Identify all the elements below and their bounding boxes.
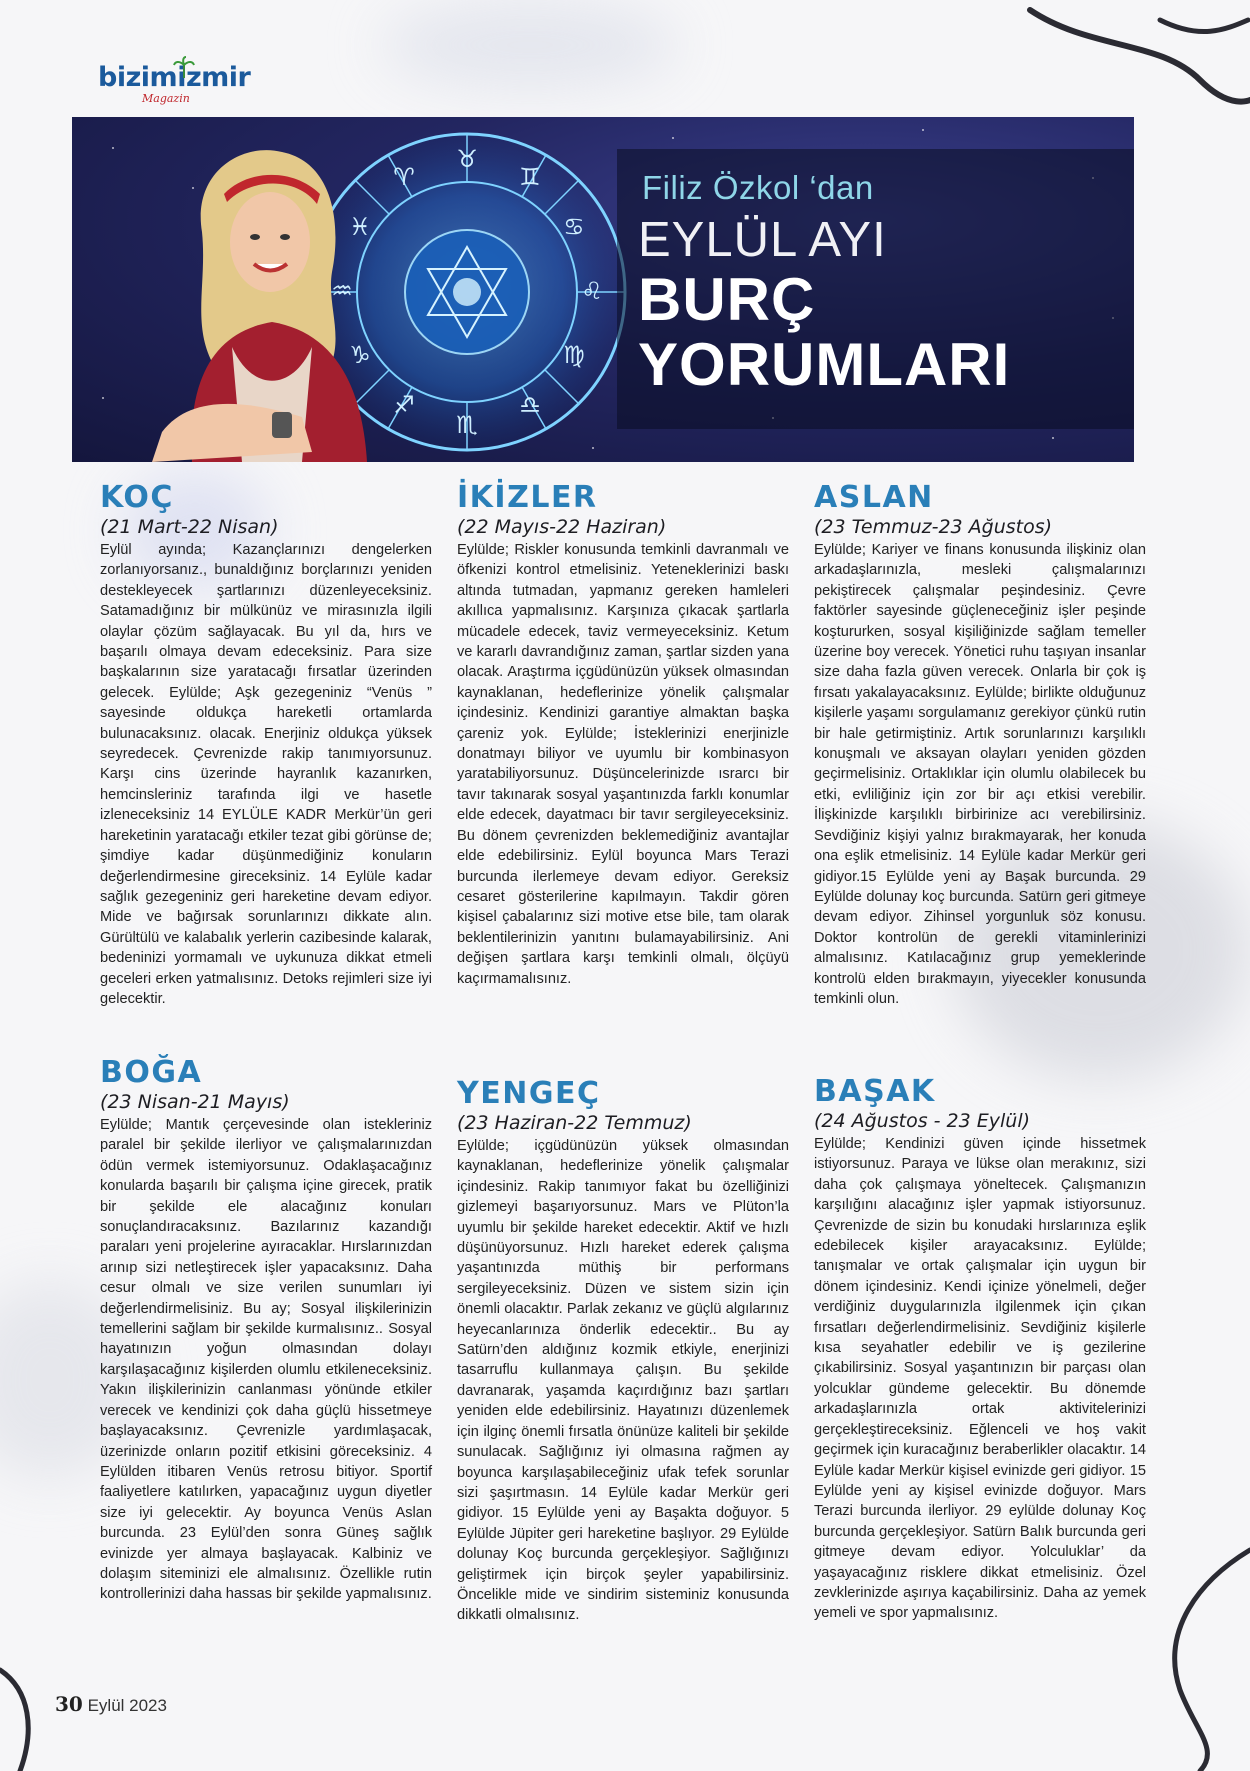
author-portrait-image bbox=[132, 132, 402, 462]
decorative-curl bbox=[1140, 1540, 1250, 1771]
svg-text:♒: ♒ bbox=[331, 277, 353, 305]
page-footer bbox=[55, 1692, 167, 1716]
sign-text: Eylülde; Mantık çerçevesinde olan istekleriniz paralel bir şekilde ilerliyor ve çalışmalarınızdan ödün vermek istemiyorsunuz. Odaklaşacağınız konularda başarılı bir çalışma içine girecek, pratik bir şekilde ele alacağınız konuları sonuçlandıracaksınız. Bazılarınız kazandığı paraları yeni projelerine ayıracaklar. Hırslarınızdan arınıp sizi netleştirecek işler yapacaksınız. Daha cesur olmalı ve size verilen sunumları iyi değerlendirmelisiniz. Bu ay; Sosyal ilişkilerinizin temellerini sağlam bir şekilde kurmalısınız.. Sosyal hayatınızın yoğun olmasından dolayı karşılaşacağınız kişilerden olumlu etkileneceksiniz. Yakın ilişkilerinizin canlanması yönünde etkiler verecek ve kendinizi çok daha güçlü hissetmeye başlayacaksınız. Çevrenizle yardımlaşacak, üzerinizde onların pozitif etkisini göreceksiniz. 4 Eylülden itibaren Venüs retrosu bitiyor. Sportif faaliyetlere katılırken, yapacağınız uygun diyetler size iyi gelecektir. Ay boyunca Venüs Aslan burcunda. 23 Eylül’den sonra Güneş sağlık evinizde yer almaya başlayacak. Kalbiniz ve dolaşım siteminizi ele almalısınız. Özellikle rutin kontrollerinizi daha hassas bir şekilde yapmalısınız. bbox=[100, 1117, 432, 1603]
banner-title-line: BURÇ bbox=[638, 266, 816, 333]
brand-logo bbox=[98, 62, 268, 112]
sign-title: ASLAN bbox=[814, 480, 934, 515]
svg-text:♓: ♓ bbox=[349, 213, 371, 241]
hero-banner bbox=[72, 117, 1134, 462]
banner-author-line: Filiz Özkol ‘dan bbox=[642, 169, 874, 206]
svg-text:♌: ♌ bbox=[581, 277, 603, 305]
horoscope-section-yengec bbox=[457, 1078, 789, 1626]
sign-text: Eylülde; içgüdünüzün yüksek olmasından kaynaklanan, hedeflerinize yönelik çalışmalar içindesiniz. Rakip tanımıyor fakat bu özelliğinizi gizlemeyi başarıyorsunuz. Mars ve Plüton’la uyumlu bir şekilde hareket edecektir. Aktif ve hızlı düşünüyorsunuz. Hızlı hareket ederek çalışma yaşantınızda müthiş bir performans sergileyeceksiniz. Düzen ve sistem sizin için önemli olacaktır. Parlak zekanız ve güçlü algılarınız heyecanlarınıza önderlik edecektir.. Bu ay Satürn’den aldığınız kozmik etkiyle, enerjinizi tasarruflu kullanmaya çalışın. Bu şekilde davranarak, yaşamda kaçırdığınız bazı şartları yeniden elde edebilirsiniz. Hayatınızı düzenlemek için ilginç önemli fırsatla önünüze kaliteli bir şekilde sunulacak. Sağlığınız iyi olmasına rağmen ay boyunca karşılaşabileceğiniz ufak tefek sorunlar sizi şaşırtmasın. 14 Eylüle kadar Merkür geri gidiyor. 15 Eylülde yeni ay Başakta doğuyor. 5 Eylülde Jüpiter geri hareketine başlıyor. 29 Eylülde dolunay Koç burcunda gerçekleşiyor. Sağlığınızı geliştirmek için birçok şeyler yapabilirsiniz. Öncelikle mide ve sindirim sisteminiz konusunda dikkatli olmalısınız. bbox=[457, 1138, 789, 1624]
sign-dates: (23 Haziran-22 Temmuz) bbox=[457, 1112, 692, 1134]
svg-text:♉: ♉ bbox=[456, 145, 478, 173]
svg-text:♐: ♐ bbox=[393, 391, 415, 419]
horoscope-section-boga bbox=[100, 1057, 432, 1605]
sign-text: Eylül ayında; Kazançlarınızı dengelerken zorlanıyorsanız., bunaldığınız borçlarınızı yeniden destekleyecek şartlarınızı düzenleyeceksiniz. Satamadığınız bir mülkünüz ve mirasınızla ilgili olaylar çözüm sağlayacak. Bu yıl da, hırs ve başarılı olmaya devam edeceksiniz. Para size başkalarının size yaratacağı fırsatlar üzerinden gelecek. Eylülde; Aşk gezegeniniz “Venüs ” sayesinde oldukça hareketli ortamlarda bulunacaksınız. olacak. Enerjiniz oldukça yüksek seyredecek. Çevrenizde rakip tanımıyorsunuz. Karşı cins üzerinde hayranlık kazanırken, hemcinsleriniz tarafında ilgi ve hasetle izleneceksiniz 14 EYLÜLE KADR Merkür’ün geri hareketinin yaratacağı etkiler tezat gibi görünse de; şimdiye kadar düşünmediğiniz konuların değerlendirmesine gireceksiniz. 14 Eylüle kadar sağlık gezegeniniz geri hareketine devam ediyor. Mide ve bağırsak sorunlarınızı dikkate alın. Gürültülü ve kalabalık yerlerin cazibesinde kalarak, bedeninizi yormamalı ve uykunuza dikkat etmeli geceleri erken yatmalısınız. Detoks rejimleri size iyi gelecektir. bbox=[100, 542, 432, 1007]
sign-text: Eylülde; Riskler konusunda temkinli davranmalı ve öfkenizi kontrol etmelisiniz. Yeteneklerinizi baskı altında tutmadan, yapmanız gereken hamleleri akıllıca yapmalısınız. Karşınıza çıkacak şartlarla mücadele edecek, taviz vermeyeceksiniz. Ketum ve kararlı davrandığınız zaman, şartlar sizden yana olacak. Araştırma içgüdünüzün yüksek olmasından kaynaklanan, hedeflerinize yönelik çalışmalar içindesiniz. Kendinizi garantiye almaktan başka çareniz yok. Eylülde; İsteklerinizi enerjinizle donatmayı biliyor ve uyumlu bir kombinasyon yaratabiliyorsunuz. Düşüncelerinizde ısrarcı bir tavır takınarak sosyal yaşantınızda farklı konumlar elde edecek, dayatmacı bir tavır sergileyeceksiniz. Bu dönem çevrenizden beklemediğiniz avantajlar elde edebilirsiniz. Eylül boyunca Mars Terazi burcunda ilerlemeye devam ediyor. Gereksiz cesaret gösterilerine kapılmayın. Takdir gören kişisel çabalarınız sizi motive etse bile, tam olarak beklentilerinizin yanıtını bulamayabilirsiniz. Ani değişen şartlara karşı temkinli olmalı, ölçüyü kaçırmamalısınız. bbox=[457, 542, 789, 987]
sign-title: BAŞAK bbox=[814, 1074, 936, 1109]
watercolor-smudge bbox=[380, 0, 680, 90]
sign-title: BOĞA bbox=[100, 1055, 203, 1090]
page-number: 30 bbox=[55, 1692, 83, 1716]
horoscope-section-koc bbox=[100, 482, 432, 1009]
svg-text:♏: ♏ bbox=[456, 411, 478, 439]
svg-text:♎: ♎ bbox=[519, 391, 541, 419]
svg-text:♊: ♊ bbox=[519, 163, 541, 191]
sign-dates: (21 Mart-22 Nisan) bbox=[100, 516, 279, 538]
banner-month-line: EYLÜL AYI bbox=[638, 213, 887, 267]
svg-text:♍: ♍ bbox=[563, 341, 585, 369]
logo-izmir: izmir bbox=[177, 62, 251, 93]
issue-date: Eylül 2023 bbox=[87, 1696, 167, 1715]
sign-dates: (22 Mayıs-22 Haziran) bbox=[457, 516, 667, 538]
sign-text: Eylülde; Kendinizi güven içinde hissetmek istiyorsunuz. Paraya ve lükse olan merakınız, sizi daha çok çalışmaya yöneltecek. Çalışmanızın karşılığını alacağınız işler yapmak istiyorsunuz. Çevrenizde de sizin bu konudaki hırslarınıza eşlik edebilecek kişiler arayacaksınız. Eylülde; tanışmalar ve ortak çalışmalar için uygun bir dönem içindesiniz. Kendi içinize yönelmeli, değer verdiğiniz duygularınızla ilgilenmek için çıkan fırsatları değerlendirmelisiniz. Sevdiğiniz kişilerle kısa seyahatler edebilir ve iş gezilerine çıkabilirsiniz. Sosyal yaşantınızın bir parçası olan yolcuklar gündeme gelecektir. Bu dönemde arkadaşlarınızla ortak aktivitelerinizi gerçekleştireceksiniz. Eğlenceli ve hoş vakit geçirmek için kuracağınız beraberlikler olacaktır. 14 Eylüle kadar Merkür kişisel evinizde geri gidiyor. 15 Eylülde yeni ay kişisel evinizde doğuyor. Mars Terazi burcunda ilerliyor. 29 eylülde dolunay Koç burcunda gerçekleşiyor. Satürn Balık burcunda geri gitmeye devam ediyor. Yolculuklar’ da yaşayacağınız risklere dikkat etmelisiniz. Özel zevklerinizde aşırıya kaçabilirsiniz. Daha az yemek yemeli ve spor yapmalısınız. bbox=[814, 1136, 1146, 1622]
sign-dates: (23 Temmuz-23 Ağustos) bbox=[814, 516, 1053, 538]
logo-subtitle: Magazin bbox=[142, 92, 190, 105]
palm-icon bbox=[173, 56, 195, 78]
sign-title: İKİZLER bbox=[457, 480, 598, 515]
horoscope-section-ikizler bbox=[457, 482, 789, 989]
svg-text:♑: ♑ bbox=[349, 341, 371, 369]
horoscope-section-basak bbox=[814, 1076, 1146, 1624]
logo-bizim: bizim bbox=[98, 62, 178, 93]
sign-dates: (24 Ağustos - 23 Eylül) bbox=[814, 1110, 1031, 1132]
sign-title: YENGEÇ bbox=[457, 1076, 601, 1111]
horoscope-section-aslan bbox=[814, 482, 1146, 1009]
svg-text:♈: ♈ bbox=[393, 163, 415, 191]
sign-title: KOÇ bbox=[100, 480, 174, 515]
svg-text:♋: ♋ bbox=[563, 213, 585, 241]
banner-title-line: YORUMLARI bbox=[638, 331, 1011, 398]
sign-text: Eylülde; Kariyer ve finans konusunda ilişkiniz olan arkadaşlarınızla, mesleki çalışmalarınızı pekiştirecek çalışmalar peşindesiniz. Çevre faktörler sayesinde güçleneceğiniz işler peşinde koştururken, sosyal kişiliğinizde sağlam temeller üzerine boy verecek. Yönetici ruhu taşıyan insanlar size daha fazla güven verecek. Onlarla bir çok iş fırsatı yakalayacaksınız. Eylülde; birlikte olduğunuz kişilerle yaşamı sorgulamanız gerekiyor çünkü rutin bir hale getirmiştiniz. Artık sorunlarınızı karşılıklı konuşmalı ve aksayan olayları yeniden gözden geçirmelisiniz. Ortaklıklar için olumlu olabilecek bu etki, evliliğiniz için zor bir açı etkisi verebilir. İlişkinizde karşılıklı birbirinize acı verebilirsiniz. Sevdiğiniz kişiyi yalnız bırakmayarak, her konuda ona eşlik etmelisiniz. 14 Eylüle kadar Merkür geri gidiyor.15 Eylülde yeni ay Başak burcunda. 29 Eylülde dolunay koç burcunda. Satürn geri gitmeye devam ediyor. Zihinsel yorgunluk söz konusu. Doktor kontrolün de gerekli vitaminlerinizi almalısınız. Katılacağınız grup yemeklerinde kontrolü elden bırakmayın, yiyecekler konusunda temkinli olun. bbox=[814, 542, 1146, 1007]
sign-dates: (23 Nisan-21 Mayıs) bbox=[100, 1091, 290, 1113]
